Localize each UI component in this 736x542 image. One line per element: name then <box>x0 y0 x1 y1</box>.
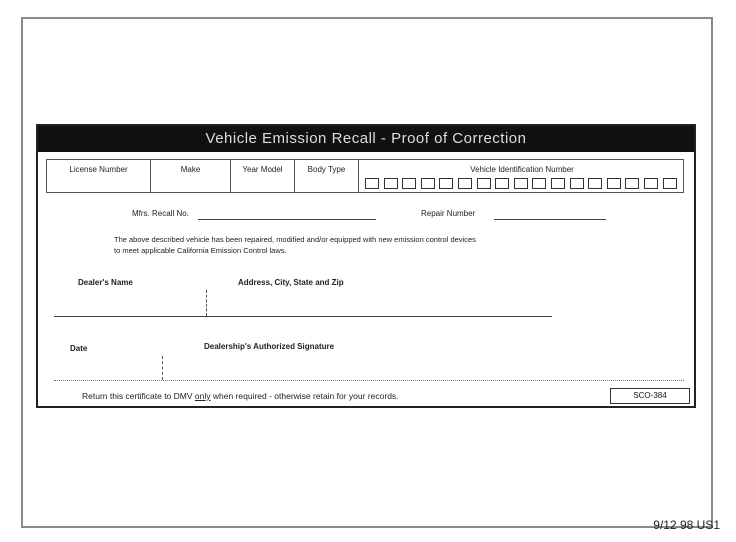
vin-character-box <box>402 178 416 189</box>
repair-number-line <box>494 219 606 220</box>
vin-character-box <box>551 178 565 189</box>
vin-label: Vehicle Identification Number <box>470 165 574 174</box>
vin-character-box <box>495 178 509 189</box>
vin-character-box <box>607 178 621 189</box>
make-label: Make <box>151 160 231 192</box>
return-instruction-only: only <box>194 391 211 401</box>
signature-label: Dealership's Authorized Signature <box>204 342 335 351</box>
vin-character-box <box>458 178 472 189</box>
date-divider <box>162 356 163 380</box>
license-number-label: License Number <box>47 160 151 192</box>
vin-character-box <box>532 178 546 189</box>
recall-number-label: Mfrs. Recall No. <box>132 209 189 218</box>
vin-character-box <box>384 178 398 189</box>
vin-character-box <box>477 178 491 189</box>
recall-number-line <box>198 219 376 220</box>
vin-character-box <box>663 178 677 189</box>
form-code: SCO-384 <box>610 388 690 404</box>
repair-number-label: Repair Number <box>421 209 476 218</box>
body-type-label: Body Type <box>295 160 359 192</box>
signature-line <box>54 380 684 381</box>
vin-character-box <box>439 178 453 189</box>
vin-character-box <box>588 178 602 189</box>
vin-character-box <box>644 178 658 189</box>
vehicle-info-header <box>46 159 684 193</box>
return-instruction <box>82 391 399 401</box>
slide-number: 9/12 98 US1 <box>653 518 720 532</box>
return-instruction-start: Return this certificate to DMV <box>82 391 195 401</box>
dealer-line <box>54 316 552 317</box>
address-label: Address, City, State and Zip <box>238 278 344 287</box>
dealer-divider <box>206 290 207 316</box>
year-model-label: Year Model <box>231 160 295 192</box>
date-label: Date <box>70 344 88 353</box>
return-instruction-end: when required - otherwise retain for your records. <box>210 391 399 401</box>
statement-line-2: to meet applicable California Emission Control laws. <box>114 246 287 255</box>
vin-character-box <box>514 178 528 189</box>
certificate-form <box>36 124 696 408</box>
certificate-title: Vehicle Emission Recall - Proof of Correction <box>38 126 694 152</box>
certification-statement <box>114 234 654 256</box>
vin-character-box <box>421 178 435 189</box>
statement-line-1: The above described vehicle has been repaired, modified and/or equipped with new emission control devices <box>114 235 476 244</box>
vin-character-box <box>625 178 639 189</box>
dealer-name-label: Dealer's Name <box>78 278 133 287</box>
vin-character-box <box>570 178 584 189</box>
vin-character-box <box>365 178 379 189</box>
